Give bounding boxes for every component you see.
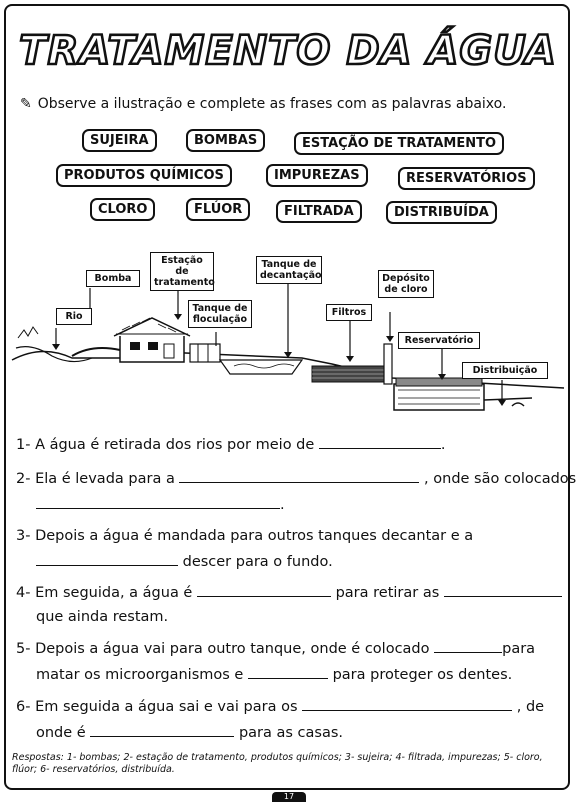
pencil-icon: ✎ [20, 96, 32, 112]
q6-mid: , de [516, 699, 545, 715]
question-6-cont [36, 724, 343, 741]
word-bombas: BOMBAS [186, 129, 265, 152]
q2-blank-1[interactable] [179, 470, 419, 483]
word-estacao: ESTAÇÃO DE TRATAMENTO [294, 132, 504, 155]
page-title [19, 18, 557, 80]
q4-text: 4- Em seguida, a água é [16, 585, 193, 601]
q4-end: que ainda restam. [36, 609, 169, 625]
answer-key: Respostas: 1- bombas; 2- estação de tratamento, produtos químicos; 3- sujeira; 4- filtrada, impurezas; 5- cloro, flúor; 6- reservatórios, distribuída. [12, 752, 543, 775]
q1-text: 1- A água é retirada dos rios por meio de [16, 437, 315, 453]
label-distribuicao: Distribuição [462, 362, 548, 379]
word-filtrada: FILTRADA [276, 200, 362, 223]
q6-blank-1[interactable] [302, 698, 512, 711]
question-3 [16, 528, 473, 544]
q2-end: . [280, 497, 285, 513]
label-estacao: Estação de tratamento [150, 252, 214, 291]
label-floculacao: Tanque de floculação [188, 300, 252, 328]
word-produtos: PRODUTOS QUÍMICOS [56, 164, 232, 187]
q4-blank-1[interactable] [197, 584, 331, 597]
q6-end: para as casas. [238, 725, 343, 741]
label-filtros: Filtros [326, 304, 372, 321]
word-distribuida: DISTRIBUÍDA [386, 201, 497, 224]
question-2 [16, 470, 576, 487]
question-2-cont [36, 496, 285, 513]
question-3-cont [36, 553, 333, 570]
word-reservatorios: RESERVATÓRIOS [398, 167, 535, 190]
question-6 [16, 698, 544, 715]
q3-text: 3- Depois a água é mandada para outros tanques decantar e a [16, 528, 474, 544]
page-number: 17 [272, 792, 306, 802]
q5-text-2: matar os microorganismos e [36, 667, 244, 683]
instruction-text: Observe a ilustração e complete as frases com as palavras abaixo. [37, 96, 507, 112]
q5-text: 5- Depois a água vai para outro tanque, onde é colocado [16, 641, 430, 657]
word-cloro: CLORO [90, 198, 155, 221]
question-5-cont [36, 666, 512, 683]
label-reservatorio: Reservatório [398, 332, 480, 349]
q2-text: 2- Ela é levada para a [16, 471, 175, 487]
q1-end: . [440, 437, 446, 453]
label-cloro: Depósito de cloro [378, 270, 434, 298]
q1-blank[interactable] [319, 436, 441, 449]
question-5 [16, 640, 535, 657]
label-bomba: Bomba [86, 270, 140, 287]
q4-blank-2[interactable] [444, 584, 562, 597]
question-1 [16, 436, 446, 453]
q6-text: 6- Em seguida a água sai e vai para os [16, 699, 298, 715]
q4-mid: para retirar as [335, 585, 440, 601]
q2-blank-2[interactable] [36, 496, 280, 509]
q5-blank-2[interactable] [248, 666, 328, 679]
question-4 [16, 584, 562, 601]
question-4-cont [36, 609, 168, 625]
q6-text-2: onde é [36, 725, 86, 741]
q6-blank-2[interactable] [90, 724, 234, 737]
word-sujeira: SUJEIRA [82, 129, 157, 152]
q5-end: para proteger os dentes. [332, 667, 513, 683]
q3-end: descer para o fundo. [182, 554, 333, 570]
instruction [20, 96, 506, 112]
svg-text:TRATAMENTO DA ÁGUA: TRATAMENTO DA ÁGUA [19, 28, 557, 74]
label-rio: Rio [56, 308, 92, 325]
q5-blank-1[interactable] [434, 640, 502, 653]
q2-mid: , onde são colocados [424, 471, 576, 487]
word-fluor: FLÚOR [186, 198, 250, 221]
q5-mid: para [502, 641, 536, 657]
q3-blank[interactable] [36, 553, 178, 566]
label-decantacao: Tanque de decantação [256, 256, 322, 284]
word-impurezas: IMPUREZAS [266, 164, 368, 187]
water-treatment-diagram [12, 248, 564, 426]
